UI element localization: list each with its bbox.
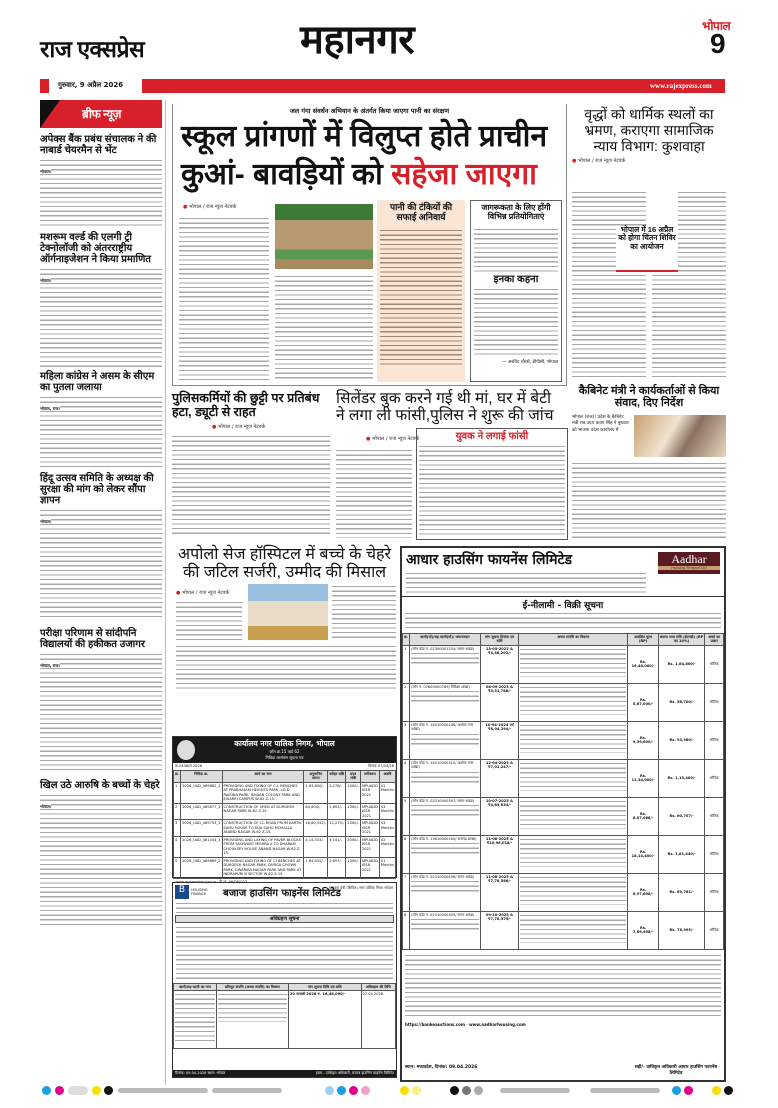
table-cell: 1,692/- [328, 803, 346, 819]
table-row: 4 (लोन कोड नं. 14510000310/ अशोक नगर शाखा) 12-04-2025 & ₹7,01,247/- Rs. 11,34,000/- Rs. 1,13,400/- भौतिक [403, 759, 724, 797]
ad-subtitle: निविदा आमंत्रण सूचना पत्र [265, 755, 304, 760]
competitions-box [470, 200, 562, 382]
aadhar-auction-ad [400, 546, 726, 1082]
notice-title: अधिग्रहण सूचना [175, 915, 394, 923]
brief-headline[interactable]: मशरूम वर्ल्ड की एलगी ट्री टेक्नोलॉजी को अंतरराष्ट्रीय ऑर्गनाइजेशन ने किया प्रमाणित [40, 232, 152, 265]
table-cell: PROVIDING AND FIXING OF CI BENCHES AT DURGESH NAGAR PARK, DURGA CHOWK PARK, DWARIKA NAGAR PARK AND PARK AT INDRAPURI B SECTOR W-62 Z-15. [222, 857, 304, 878]
table-cell: 2026_UAD_489862_2 [181, 782, 222, 803]
table-header: वर्गीकरण [360, 771, 379, 783]
paper-logo: राज एक्सप्रेस [40, 36, 145, 62]
table-cell: 3,276/- [328, 782, 346, 803]
table-row: 7 (लोन कोड नं. 02310000556/ सागर शाखा) 11-08-2025 & ₹7,78,586/- Rs. 6,97,608/- Rs. 69,761/- भौतिक [403, 873, 724, 911]
cabinet-body [572, 461, 726, 539]
box-body [380, 228, 462, 368]
table-cell: 2000/- [346, 836, 361, 857]
table-cell: 03 Months [379, 803, 395, 819]
column-divider [165, 100, 166, 1085]
brief-body: भोपाल। [40, 508, 162, 620]
brief-headline[interactable]: परीक्षा परिणाम से सांदीपनि विद्यालयों की हकीकत उजागर [40, 628, 145, 650]
quote-body [474, 287, 558, 357]
box-headline: जागरूकता के लिए होंगी विभिन्न प्रतियोगिताएं [481, 203, 551, 221]
apollo-body-1 [176, 600, 242, 640]
brief-body: भोपाल। [40, 158, 162, 228]
quote-title: इनका कहना [493, 273, 539, 285]
edition-date: गुरुवार, 9 अप्रैल 2026 [58, 81, 124, 89]
table-cell: 1,64,832/- [304, 857, 328, 878]
brief-news-label: ब्रीफ न्यूज़ [82, 107, 121, 121]
signatory: सही/- प्राधिकृत अधिकारी आधार हाउसिंग फायनेंस लिमिटेड [634, 1065, 718, 1076]
ad-date: दिनांक 07/04/26 [368, 764, 394, 768]
table-cell: MPUADD ISSR 2021 [360, 782, 379, 803]
table-header: अनुमानित लागत [304, 771, 328, 783]
cabinet-headline[interactable]: कैबिनेट मंत्री ने कार्यकर्ताओं से किया संवाद, दिए निर्देश [578, 385, 720, 410]
notice-body [176, 925, 393, 981]
website-url[interactable]: www.rajexpress.com [650, 82, 712, 90]
cabinet-lead: भोपाल (राज)। प्रदेश के कैबिनेट मंत्री राव उदय प्रताप सिंह ने बुधवार को भाजपा प्रदेश कार्यालय में [572, 415, 629, 433]
table-cell: MPUADD ISSR 2021 [361, 804, 378, 818]
section-title: महानगर [300, 18, 415, 62]
table-header: कार्य का नाम [222, 771, 304, 783]
table-cell: MPUADD ISSR 2021 [360, 836, 379, 857]
table-cell: MPUADD ISSR 2021 [360, 857, 379, 878]
table-row: 6 (लोन कोड नं. 13610000163/ राजगढ़ शाखा) 11-08-2025 & ₹10,96,018/- Rs. 18,14,400/- Rs. 1,81,440/- भौतिक [403, 835, 724, 873]
table-cell: 2026_UAD_481434_1 [181, 836, 222, 857]
ad-date: दिनांक: 09.04.2026 स्थान: भोपाल [175, 1071, 226, 1075]
table-header: धरोहर राशि [328, 771, 346, 783]
byline: ● भोपाल / राज न्यूज नेटवर्क [366, 436, 419, 442]
auction-site-link[interactable]: https://bankeauctions.com [405, 1021, 466, 1027]
table-cell: 02 Months [379, 836, 395, 857]
table-cell: 5 [174, 857, 181, 878]
table-cell: 2026_UAD_489753_2 [181, 820, 222, 836]
notice-title: ई-नीलामी - विक्री सूचना [402, 596, 724, 611]
brief-headline[interactable]: अपेक्स बैंक प्रबंध संचालक ने की नाबार्ड चेयरमैन से भेंट [40, 134, 157, 156]
table-cell: 1000/- [346, 857, 361, 878]
tender-table [173, 770, 396, 879]
apollo-body-3 [176, 644, 396, 692]
hospital-photo [248, 584, 328, 640]
quote-author: — अरविंद चौरसे, डीपीसी, भोपाल [502, 359, 558, 365]
police-story [172, 392, 330, 542]
brief-body: भोपाल, राज। [40, 652, 162, 772]
table-cell: 2026_UAD_489877_2 [181, 803, 222, 819]
table-cell: 1 [174, 782, 181, 803]
apollo-headline[interactable]: अपोलो सेज हॉस्पिटल में बच्चे के चेहरे की जटिल सर्जरी, उम्मीद की मिसाल [177, 546, 392, 581]
table-header: ऋणी(यों)/सह ऋणी(यों)/ जमानतदार [410, 634, 481, 646]
table-row [174, 857, 396, 878]
table-row [174, 836, 396, 857]
lead-headline[interactable]: स्कूल प्रांगणों में विलुप्त होते प्राचीन [181, 120, 548, 153]
aadhar-site-link[interactable]: www.aadharhousing.com [468, 1021, 526, 1027]
byline: ● भोपाल / राज न्यूज नेटवर्क [212, 424, 330, 430]
apollo-body-2 [332, 584, 396, 640]
table-cell: 2026_UAD_489889_2 [181, 857, 222, 878]
ad-date: स्थान: मध्यप्रदेश, दिनांक: 09.04.2026 [405, 1065, 478, 1070]
red-rule [142, 79, 725, 93]
table-header: अवधि [379, 771, 395, 783]
table-header: प्रपत्र राशि [346, 771, 361, 783]
table-header: क्र. [403, 634, 410, 646]
table-cell: 4,14,333/- [304, 836, 328, 857]
table-cell: MPUADD ISSR 2021 [361, 821, 378, 835]
lead-story [172, 104, 567, 386]
table-header: कब्जे का प्रकार [705, 634, 724, 646]
box-body [419, 444, 565, 536]
tender-footer: www.mptenders.gov.in · पि.क्र. 06/06/027 [175, 879, 248, 884]
table-row: 5 (लोन कोड नं. 02310000397/ सागर शाखा) 10-07-2025 & ₹4,89,634/- Rs. 6,07,068/- Rs. 60,707/- भौतिक [403, 797, 724, 835]
table-cell: 4,141/- [328, 836, 346, 857]
table-row: 1 (लोन कोड नं. 02300001250/ सागर शाखा) 13-05-2022 & ₹4,48,202/- Rs. 16,48,000/- Rs. 1,64,800/- भौतिक [403, 645, 724, 683]
right-headline[interactable]: वृद्धों को धार्मिक स्थलों का भ्रमण, कराएगा सामाजिक न्याय विभाग: कुशवाहा [584, 106, 714, 155]
table-cell: CONSTRUCTION OF SHED AT DURGESH NAGAR PARK W-62 Z-15. [222, 803, 304, 819]
apollo-story [172, 546, 397, 732]
box-headline: युवक ने लगाई फांसी [455, 431, 529, 442]
table-row [174, 803, 396, 819]
ad-title: आधार हाउसिंग फायनेंस लिमिटेड [406, 552, 573, 568]
brief-news-header [40, 100, 162, 128]
cabinet-photo [634, 415, 726, 457]
bajaj-logo-text: HOUSING FINANCE [191, 888, 208, 896]
table-cell: 1,63,800/- [304, 782, 328, 803]
byline: ● भोपाल / राज न्यूज नेटवर्क [176, 590, 229, 596]
table-row [174, 820, 396, 836]
city-label: भोपाल [702, 19, 731, 33]
right-body-1 [572, 190, 646, 380]
lead-kicker: जल गंगा संवर्धन अभियान के अंतर्गत किया जाएगा पानी का संरक्षण [289, 107, 450, 115]
ad-header [173, 737, 396, 763]
cylinder-headline-2[interactable]: ने लगा ली फांसी,पुलिस ने शुरू की जांच [336, 407, 554, 425]
table-cell: 01 Months [379, 857, 395, 878]
ad-title: कार्यालय नगर पालिक निगम, भोपाल [234, 739, 335, 748]
table-cell: 2 [174, 803, 181, 819]
box-headline: पानी की टंकियों की सफाई अनिवार्य [389, 202, 453, 222]
brief-headline[interactable]: खिल उठे आरुषि के बच्चों के चेहरे [40, 780, 160, 791]
table-header: आरक्षित मूल्य (RP) [628, 634, 658, 646]
possession-table: ऋणी/सह-ऋणी का नाम प्रतिभूत संपत्ति (अचल संपत्ति) का विवरण मांग सूचना तिथि एवं राशि अधिग्रहण की तिथि 20 जनवरी 2026 रु. 16,46,090/- 07.04.2026 [173, 983, 396, 1049]
table-header: मांग सूचना दिनांक एवं राशि [480, 634, 519, 646]
table-row: 2 (लोन नं. 07600000789/ विदिशा शाखा) 08-09-2023 & ₹3,51,788/- Rs. 5,67,000/- Rs. 56,700/- भौतिक [403, 683, 724, 721]
inset-text: भोपाल में 16 अप्रैल को होगा चिंतन शिविर का आयोजन [618, 225, 676, 251]
table-cell: 3 [174, 820, 181, 836]
table-cell: 2000/- [346, 820, 361, 836]
brief-headline[interactable]: हिंदू उत्सव समिति के अध्यक्ष की सुरक्षा की मांग को लेकर सौंपा ज्ञापन [40, 473, 154, 506]
byline: ● भोपाल / राज न्यूज नेटवर्क [183, 204, 236, 210]
youth-suicide-box [416, 428, 568, 540]
signatory: सहायक यंत्री (सिविल) नगर पालिक निगम भोपाल [328, 885, 393, 890]
table-cell: 4 [174, 836, 181, 857]
ref-number: क्र.2436/सं.2026 [175, 764, 202, 768]
ad-subtitle: ज़ोन क्र.15 वार्ड 62 [269, 749, 300, 754]
terms-links: https://bankeauctions.com · www.aadharhousing.com [405, 1021, 526, 1027]
brief-headline[interactable]: महिला कांग्रेस ने असम के सीएम का पुतला जलाया [40, 371, 155, 393]
table-row: 8 (लोन कोड नं. 02310000305/ सागर शाखा) 09-10-2025 & ₹7,78,375/- Rs. 7,69,958/- Rs. 76,995/- भौतिक [403, 911, 724, 949]
stepwell-photo [275, 204, 373, 269]
table-cell: 03 Months [379, 820, 395, 836]
lead-body-col2 [275, 274, 373, 379]
cabinet-story [572, 385, 726, 540]
cylinder-story [336, 390, 568, 542]
print-color-bar [0, 1086, 778, 1100]
table-cell: 1000/- [346, 782, 361, 803]
brief-body: भोपाल। [40, 267, 162, 367]
brief-news-column [40, 100, 162, 1090]
box-body [474, 227, 558, 272]
table-cell: 01 Months [379, 782, 395, 803]
table-header: बयाना जमा राशि (ईएमडी) (RP का 10%) [659, 635, 704, 644]
table-cell: PROVIDING AND FIXING OF C.I. BENCHES AT PRABHATAM HEIGHTS PARK, I.D.D RAISINA PARK, ISHAAN COLONY PARK AND EISARRI CAMPUS W-62 Z-15. [222, 782, 304, 803]
inset-box [616, 226, 678, 272]
branch-addresses [406, 571, 646, 593]
lead-headline-2[interactable]: कुआं- बावड़ियों को सहेजा जाएगा [181, 158, 537, 191]
tank-cleaning-box [377, 200, 465, 382]
table-cell: 12,275/- [328, 820, 346, 836]
table-row: 3 (लोन कोड नं. 14510000146/ अशोक नगर शाखा) 10-04-2024 एवं ₹8,04,294/- Rs. 9,39,600/- Rs. 93,960/- भौतिक [403, 721, 724, 759]
ad-title: बजाज हाउसिंग फाइनेंस लिमिटेड [223, 888, 341, 899]
address-lines [176, 901, 393, 913]
table-row [174, 782, 396, 803]
police-headline[interactable]: पुलिसकर्मियों की छुट्टी पर प्रतिबंध हटा, ड्यूटी से राहत [172, 391, 320, 419]
cylinder-headline-1[interactable]: सिलेंडर बुक करने गई थी मां, घर में बेटी [336, 390, 551, 407]
right-body-2 [652, 190, 726, 380]
emblem-icon [177, 740, 195, 760]
auction-table [402, 633, 724, 950]
signatory: हस्ता.- प्राधिकृत अधिकारी, बजाज हाउसिंग फाइनेंस लिमिटेड [315, 1071, 394, 1075]
table-cell: 2,697/- [328, 857, 346, 878]
table-header: अचल संपत्ति का विवरण [519, 634, 628, 646]
table-cell: CONSTRUCTION OF CC ROAD FROM KARTIK SAHU HOUSE TO KUA SAHU MOHALLA ANAND NAGAR W-62 Z-15. [222, 820, 304, 836]
right-story [572, 106, 726, 384]
notice-body [405, 611, 721, 631]
table-cell: 1000/- [346, 803, 361, 819]
page-number: 9 [710, 28, 726, 59]
date-marker [40, 79, 49, 93]
tender-site-link[interactable]: www.mptenders.gov.in [175, 879, 217, 884]
table-cell: 84,604/- [304, 803, 328, 819]
table-cell: PROVIDING AND LAYING OF PAVER BLOCKS FROM YASHVANT MISHRA JI TO DHARAM CHOUKSEY HOUSE ANAND NAGAR W-62 Z-15. [222, 836, 304, 857]
aadhar-logo: Aadhar Housing Finance Ltd [658, 552, 720, 574]
police-body [172, 434, 330, 534]
nagar-nigam-tender-ad [172, 736, 397, 890]
lead-body-col1 [179, 216, 269, 381]
table-cell: 16,60,542/- [304, 820, 328, 836]
bajaj-logo-icon: B [175, 885, 189, 899]
brief-body: भोपाल, राज। [40, 395, 162, 467]
brief-body: भोपाल। [40, 793, 162, 928]
cylinder-body [336, 448, 412, 538]
table-header: क्र. [174, 771, 181, 783]
terms-body [405, 953, 721, 1019]
byline: ● भोपाल / राज न्यूज नेटवर्क [572, 158, 726, 164]
table-header: निविदा क्र. [181, 771, 222, 783]
